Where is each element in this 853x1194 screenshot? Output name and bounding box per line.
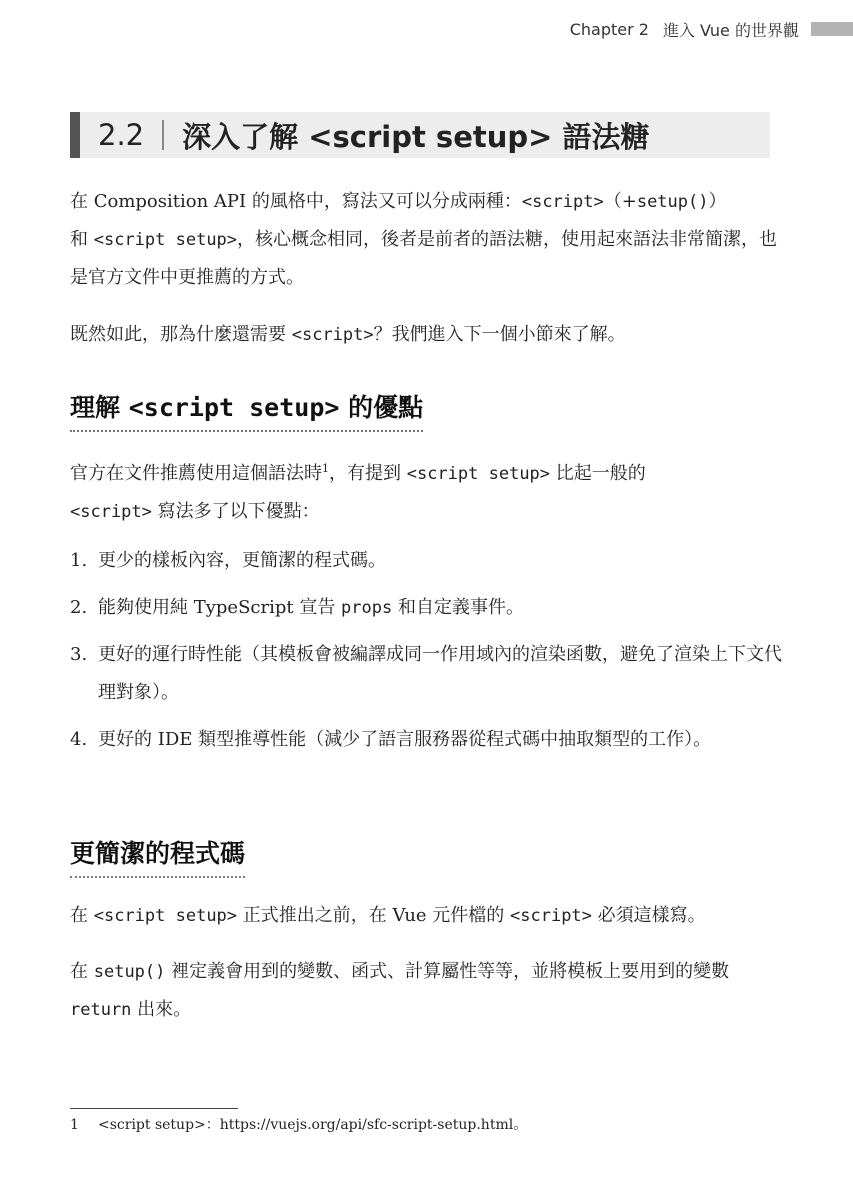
inline-code: <script> [510, 906, 592, 926]
section-title-divider [162, 120, 164, 150]
concise-paragraph-2: 在 setup() 裡定義會用到的變數、函式、計算屬性等等，並將模板上要用到的變數 return 出來。 [70, 961, 730, 1020]
concise-paragraph-1: 在 <script setup> 正式推出之前，在 Vue 元件檔的 <script> 必須這樣寫。 [70, 905, 706, 926]
section-title-bar [70, 112, 80, 158]
running-header [570, 16, 853, 42]
intro-paragraph-2: 既然如此，那為什麼還需要 <script>？我們進入下一個小節來了解。 [70, 324, 626, 345]
advantages-paragraph: 官方在文件推薦使用這個語法時$^1$，有提到 <script setup> 比起一般的 <script> 寫法多了以下優點： [70, 462, 646, 522]
inline-code: <script setup> [93, 230, 238, 250]
section-number: 2.2 [98, 118, 145, 152]
footnote-text: <script setup>：https://vuejs.org/api/sfc-script-setup.html。 [98, 1117, 528, 1133]
chapter-label: Chapter 2 [569, 19, 649, 39]
list-item: 1. 更少的樣板內容，更簡潔的程式碼。 [70, 550, 386, 571]
inline-code: <script> [70, 502, 152, 522]
advantages-heading: 理解 <script setup> 的優點 [70, 388, 423, 432]
inline-code: <script> [291, 325, 374, 345]
chapter-tab-marker [811, 22, 853, 36]
list-item: 2. 能夠使用純 TypeScript 宣告 props 和自定義事件。 [70, 597, 524, 618]
inline-code: <script> [521, 192, 604, 212]
list-item: 3. 更好的運行時性能（其模板會被編譯成同一作用域內的渲染函數，避免了渲染上下文代理對象）。 [70, 644, 782, 703]
intro-paragraph-1: 在 Composition API 的風格中，寫法又可以分成兩種：<script>（+setup()） 和 <script setup>，核心概念相同，後者是前者的語法糖，使用起來語法非常簡潔，也是官方文件中更推薦的方式。 [70, 191, 778, 288]
inline-code: return [70, 1000, 132, 1020]
concise-heading: 更簡潔的程式碼 [70, 834, 245, 878]
footnote-number: 1 [70, 1117, 79, 1133]
inline-code: setup() [636, 192, 709, 212]
inline-code: props [341, 598, 393, 618]
section-title [70, 112, 770, 158]
footnote [70, 1114, 527, 1134]
advantages-list [70, 542, 785, 768]
section-title-text: 深入了解 <script setup> 語法糖 [182, 119, 650, 154]
list-item: 4. 更好的 IDE 類型推導性能（減少了語言服務器從程式碼中抽取類型的工作）。 [70, 729, 712, 750]
footnote-ref: 1 [322, 462, 329, 475]
inline-code: <script setup> [406, 464, 551, 484]
inline-code: <script setup> [93, 906, 238, 926]
chapter-title: 進入 Vue 的世界觀 [662, 20, 799, 40]
footnote-divider [70, 1108, 238, 1109]
inline-code: setup() [93, 962, 166, 982]
